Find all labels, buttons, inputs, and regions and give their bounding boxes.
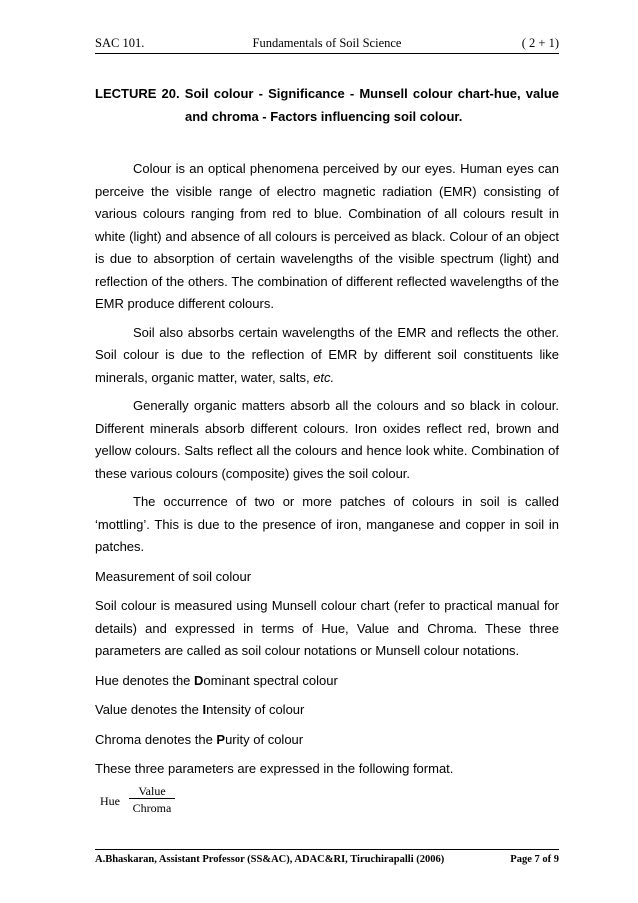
course-code: SAC 101. — [95, 36, 145, 50]
formula-numerator: Value — [138, 784, 166, 798]
footer-author: A.Bhaskaran, Assistant Professor (SS&AC), ADAC&RI, Tiruchirapalli (2006) — [95, 854, 445, 865]
paragraph-soil-absorption-text: Soil also absorbs certain wavelengths of the EMR and reflects the other. Soil colour is due to the reflection of EMR by different soil constituents like minerals, organic matter, water, salts, — [95, 324, 559, 385]
document-body — [95, 158, 559, 781]
lecture-title — [95, 82, 559, 128]
chroma-definition-post: urity of colour — [225, 731, 304, 747]
value-definition — [95, 699, 559, 722]
course-title: Fundamentals of Soil Science — [252, 36, 402, 50]
page-number: Page 7 of 9 — [510, 854, 559, 865]
formula-hue: Hue — [100, 794, 120, 808]
hue-definition-bold: D — [194, 672, 204, 688]
value-definition-post: ntensity of colour — [206, 702, 305, 717]
chroma-definition-pre: Chroma denotes the — [95, 731, 217, 747]
page-header — [95, 33, 559, 54]
paragraph-colour-definition: Colour is an optical phenomena perceived by our eyes. Human eyes can perceive the visible range of electro magnetic radiation (EMR) consisting of various colours ranging from red to blue. Combination of all colours result in white (light) and absence of all colours is perceived as black. Colour of an object is due to absorption of certain wavelengths of the visible spectrum (light) and reflection of the others. The combination of different reflected wavelengths of the EMR produce different colours. — [95, 161, 559, 311]
formula-fraction — [129, 784, 175, 815]
measurement-heading: Measurement of soil colour — [95, 568, 252, 584]
value-definition-pre: Value denotes the — [95, 702, 203, 717]
paragraph-organic-matters: Generally organic matters absorb all the colours and so black in colour. Different minerals absorb different colours. Iron oxides reflect red, brown and yellow colours. Salts reflect all the colours and hence look white. Combination of these various colours (composite) gives the soil colour. — [95, 398, 559, 481]
lecture-title-line2: and chroma - Factors influencing soil colour. — [185, 109, 463, 124]
etc-text: etc. — [313, 369, 335, 385]
hue-definition-pre: Hue denotes the — [95, 672, 195, 688]
paragraph-soil-absorption — [95, 322, 559, 390]
course-credits: ( 2 + 1) — [521, 36, 559, 50]
chroma-definition — [95, 729, 559, 752]
paragraph-munsell: Soil colour is measured using Munsell colour chart (refer to practical manual for details) and expressed in terms of Hue, Value and Chroma. These three parameters are called as soil colour notations or Munsell colour notations. — [95, 598, 559, 658]
footer-rule — [95, 849, 559, 851]
page-footer — [95, 854, 559, 865]
hue-definition-post: ominant spectral colour — [203, 672, 338, 688]
value-definition-bold: I — [202, 702, 207, 717]
hue-definition — [95, 670, 559, 693]
format-line: These three parameters are expressed in the following format. — [95, 761, 454, 776]
chroma-definition-bold: P — [216, 731, 226, 747]
lecture-title-line1: LECTURE 20. Soil colour - Significance - Munsell colour chart-hue, value — [95, 86, 559, 101]
paragraph-mottling: The occurrence of two or more patches of colours in soil is called ‘mottling’. This is due to the presence of iron, manganese and copper in soil in patches. — [95, 494, 559, 554]
formula-denominator: Chroma — [132, 801, 172, 815]
